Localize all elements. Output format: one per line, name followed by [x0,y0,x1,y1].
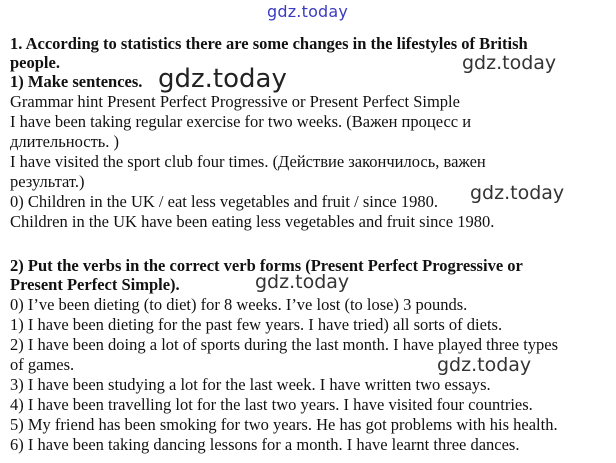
example-line: I have visited the sport club four times. (Действие закончилось, важен [10,152,486,171]
exercise-item: 4) I have been travelling lot for the last two years. I have visited four countries. [10,395,533,414]
section1-heading: 1. According to statistics there are some changes in the lifestyles of British [10,34,528,53]
exercise-answer: Children in the UK have been eating less vegetables and fruit since 1980. [10,212,495,231]
watermark: gdz.today [158,64,287,94]
watermark-top: gdz.today [267,2,349,21]
section2-heading: 2) Put the verbs in the correct verb forms (Present Perfect Progressive or [10,256,523,275]
watermark: gdz.today [470,182,565,204]
watermark: gdz.today [462,52,557,74]
exercise-item: 1) I have been dieting for the past few years. I have tried) all sorts of diets. [10,315,503,334]
watermark: gdz.today [255,271,350,293]
grammar-hint: Grammar hint Present Perfect Progressive or Present Perfect Simple [10,92,460,111]
exercise-item: of games. [10,355,75,374]
exercise-item: 3) I have been studying a lot for the last week. I have written two essays. [10,375,491,394]
exercise-item: 2) I have been doing a lot of sports during the last month. I have played three types [10,335,559,354]
example-line: результат.) [10,172,85,191]
example-line: длительность. ) [10,132,120,151]
example-line: I have been taking regular exercise for two weeks. (Важен процесс и [10,112,472,131]
exercise-item: 5) My friend has been smoking for two years. He has got problems with his health. [10,415,558,434]
watermark: gdz.today [437,354,532,376]
exercise-item: 0) I’ve been dieting (to diet) for 8 weeks. I’ve lost (to lose) 3 pounds. [10,295,468,314]
exercise-item: 6) I have been taking dancing lessons for a month. I have learnt three dances. [10,435,520,454]
section1-heading-cont: people. [10,53,60,72]
section1-task: 1) Make sentences. [10,72,143,91]
section2-heading-cont: Present Perfect Simple). [10,275,180,294]
exercise-prompt: 0) Children in the UK / eat less vegetables and fruit / since 1980. [10,192,438,211]
